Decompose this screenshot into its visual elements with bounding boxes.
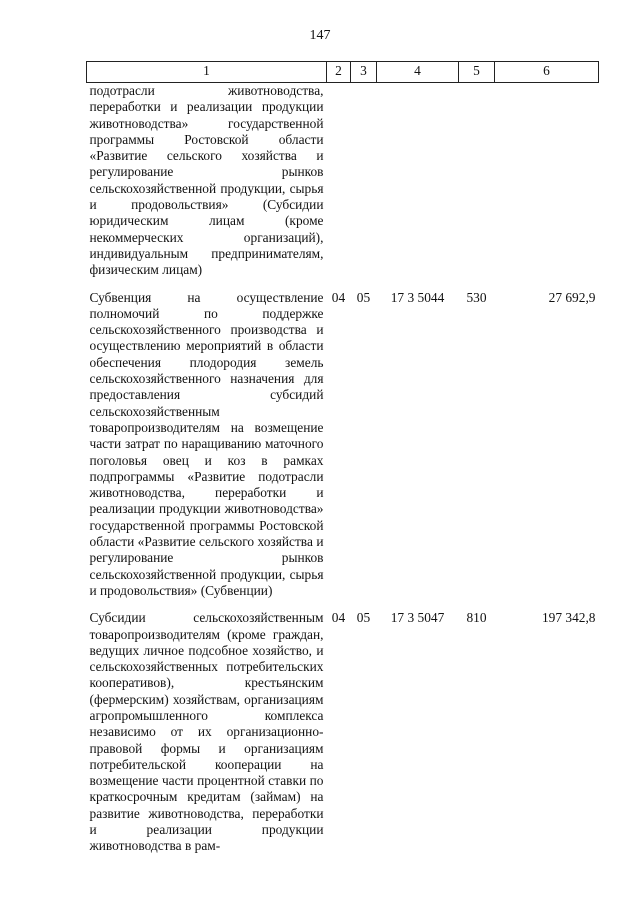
row-target-article: 17 3 5047 [390, 610, 445, 626]
row-target-article [377, 83, 459, 279]
row-section: 04 [331, 289, 346, 305]
column-header-1: 1 [87, 62, 327, 83]
column-header-3: 3 [351, 62, 377, 83]
row-subsection [351, 83, 377, 279]
table-row [87, 83, 599, 279]
budget-table [86, 61, 599, 870]
column-header-4: 4 [377, 62, 459, 83]
row-section: 04 [331, 610, 346, 626]
row-subsection: 05 [356, 289, 371, 305]
row-section [327, 83, 351, 279]
row-expense-type [459, 83, 495, 279]
row-amount: 27 692,9 [548, 289, 596, 305]
table-row [87, 279, 599, 600]
row-amount [495, 83, 599, 279]
column-header-2: 2 [327, 62, 351, 83]
page-number: 147 [309, 28, 331, 43]
row-subsection: 05 [356, 610, 371, 626]
row-description: подотрасли животноводства, переработки и реализации продукции животноводства» государственной программы Ростовской области «Развитие сельского хозяйства и регулирование рынков сельскохозяйственной продукции, сырья и продовольствия» (Субсидии юридическим лицам (кроме некоммерческих организаций), индивидуальным предпринимателям, физическим лицам) [89, 83, 324, 278]
table-row [87, 599, 599, 870]
column-header-5: 5 [459, 62, 495, 83]
column-number-row [87, 62, 599, 83]
column-header-6: 6 [495, 62, 599, 83]
row-target-article: 17 3 5044 [390, 289, 445, 305]
row-description: Субсидии сельскохозяйственным товаропроизводителям (кроме граждан, ведущих личное подсобное хозяйство, и сельскохозяйственных потребительских кооперативов), крестьянским (фермерским) хозяйствам, организациям агропромышленного комплекса независимо от их организационно-правовой формы и организациям потребительской кооперации на возмещение части процентной ставки по краткосрочным кредитам (займам) на развитие животноводства, переработки и реализации продукции животноводства в рам- [89, 610, 324, 854]
row-expense-type: 530 [466, 289, 487, 305]
row-description: Субвенция на осуществление полномочий по поддержке сельскохозяйственного производства и осуществлению мероприятий в области обеспечения плодородия земель сельскохозяйственного назначения для предоставления субсидий сельскохозяйственным товаропроизводителям на возмещение части затрат по наращиванию маточного поголовья овец и коз в рамках подпрограммы «Развитие подотрасли животноводства, переработки и реализации продукции животноводства» государственной программы Ростовской области «Развитие сельского хозяйства и регулирование рынков сельскохозяйственной продукции, сырья и продовольствия» (Субвенции) [89, 289, 324, 598]
row-expense-type: 810 [466, 610, 487, 626]
row-amount: 197 342,8 [541, 610, 596, 626]
